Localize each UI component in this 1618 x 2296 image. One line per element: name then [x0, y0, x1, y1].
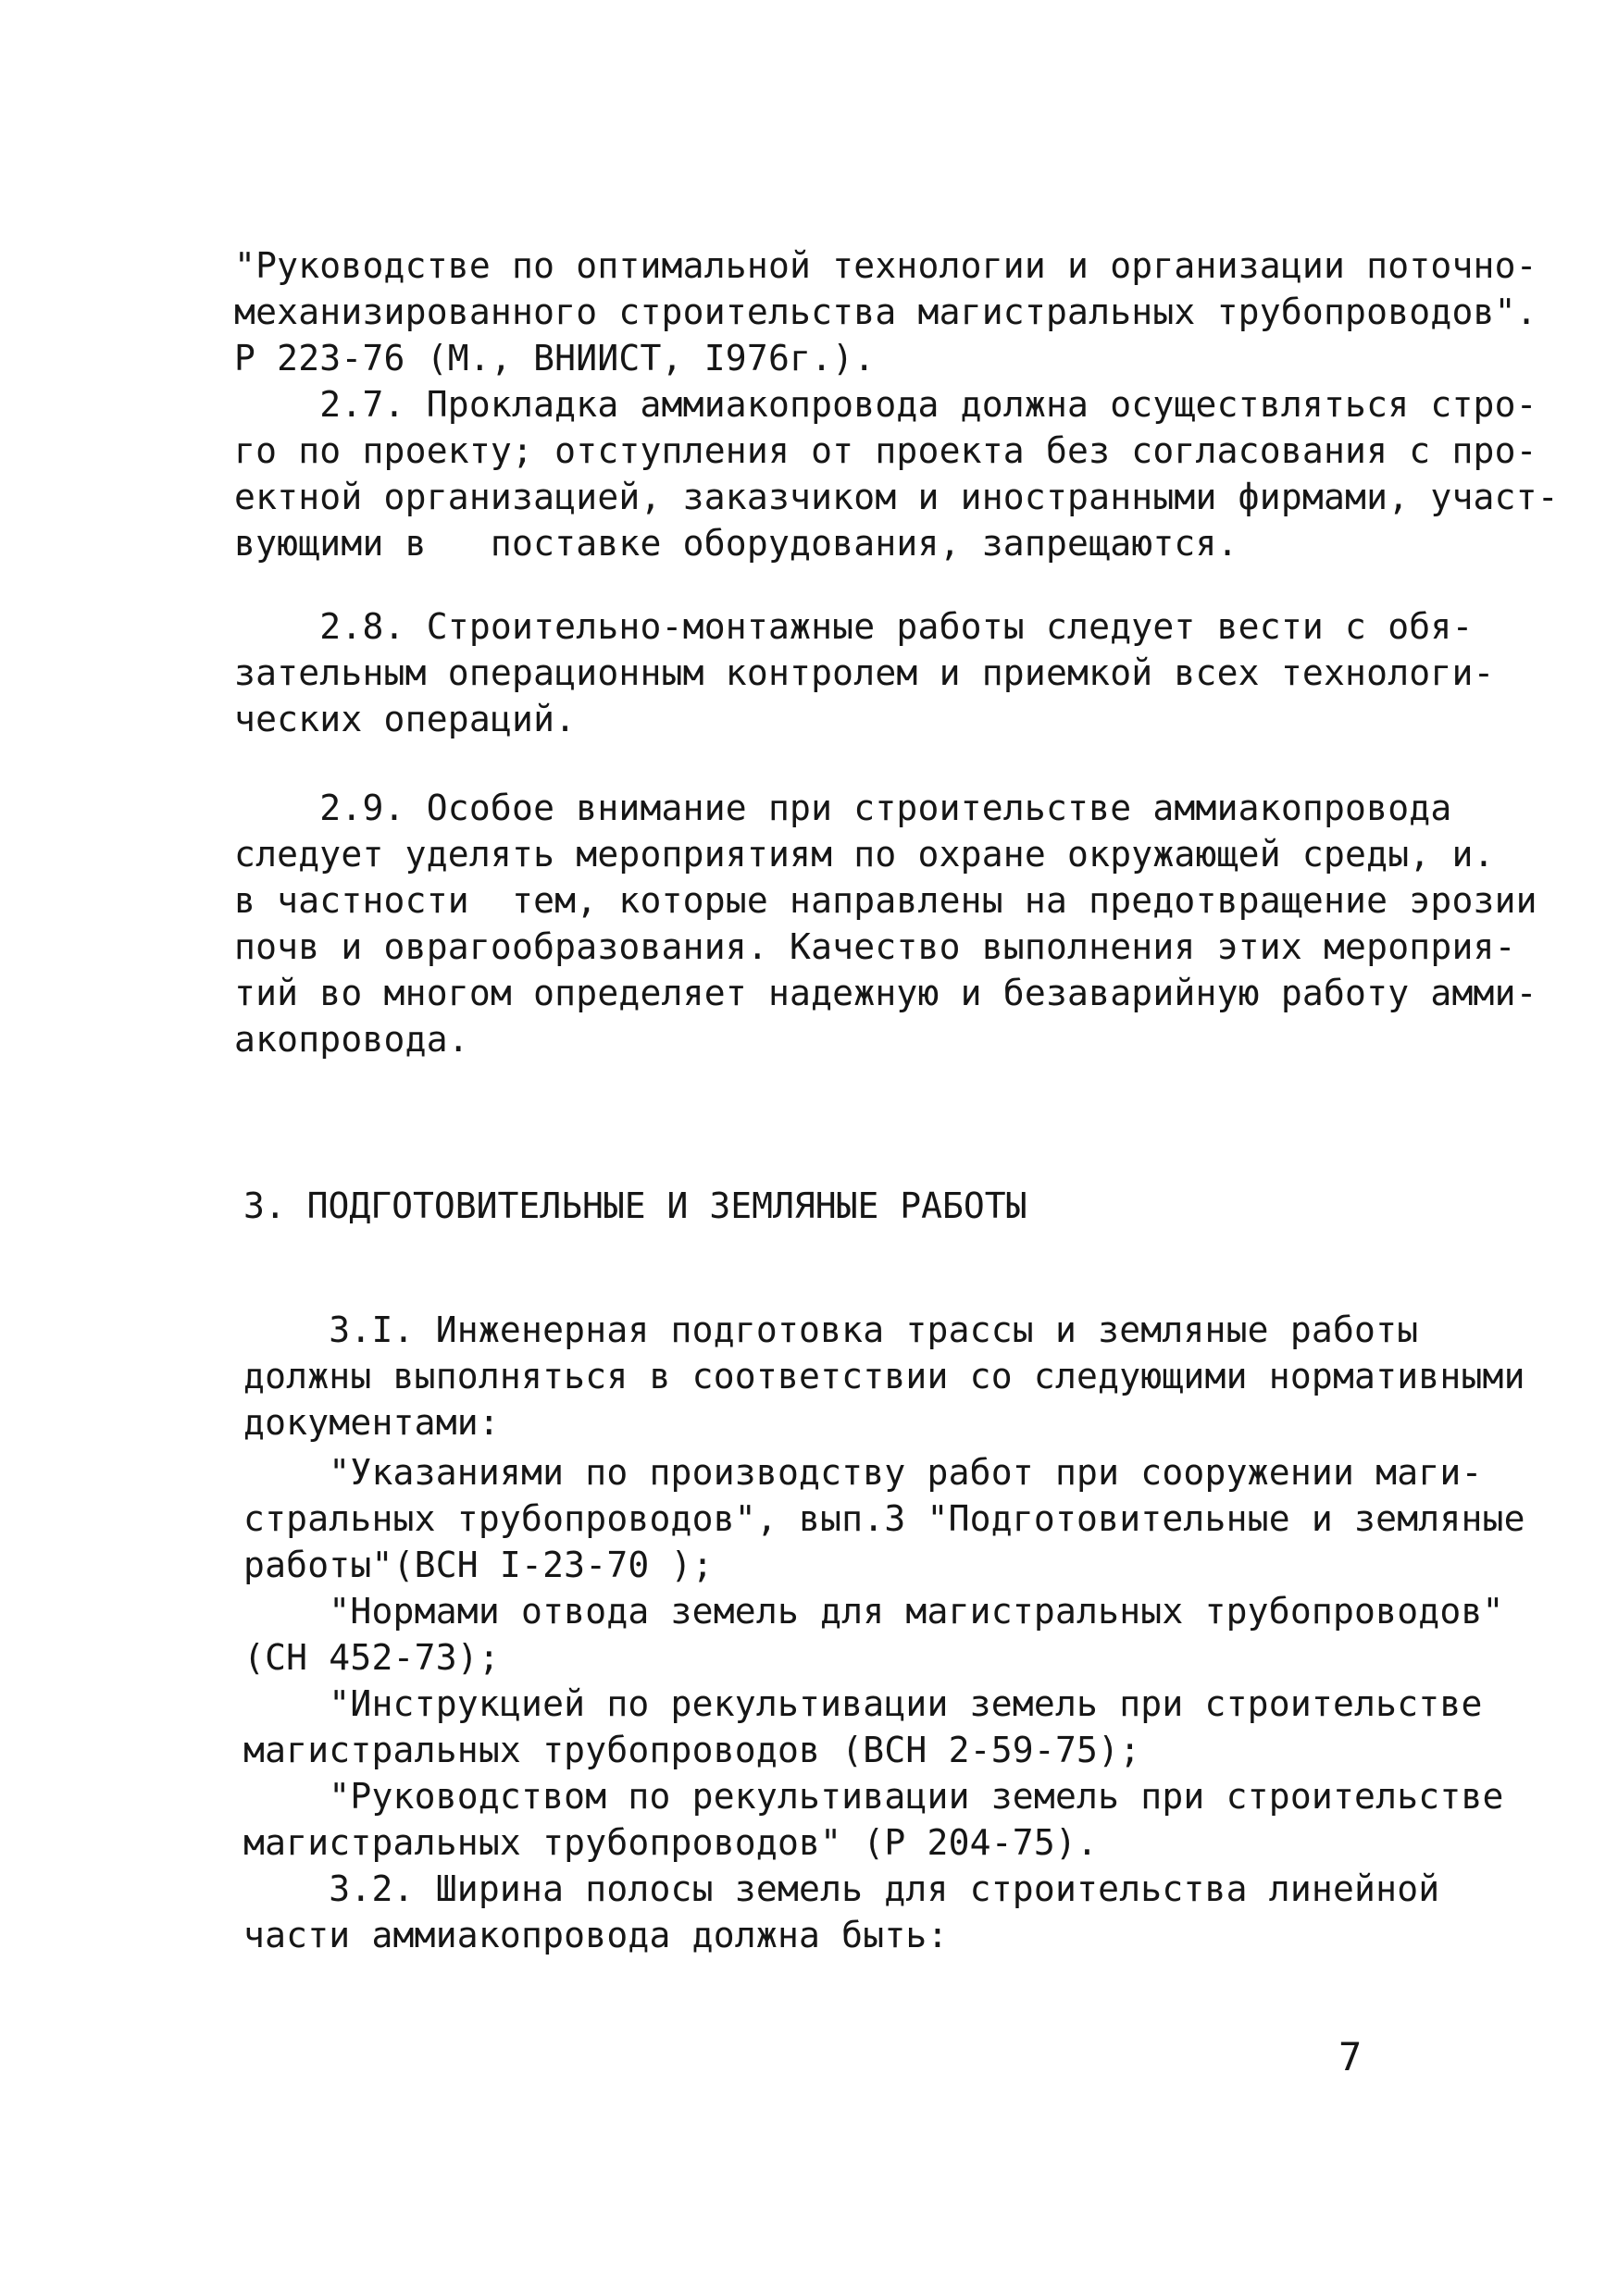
text-line: 2.8. Строительно-монтажные работы следует вести с обя- — [234, 606, 1474, 647]
text-line: магистральных трубопроводов" (Р 204-75). — [243, 1822, 1099, 1863]
text-line: 2.9. Особое внимание при строительстве аммиакопровода — [234, 788, 1452, 828]
text-line: в частности тем, которые направлены на предотвращение эрозии — [234, 880, 1537, 921]
text-line: (СН 452-73); — [243, 1637, 500, 1678]
text-line: документами: — [243, 1402, 500, 1443]
text-line: "Руководством по рекультивации земель при строительстве — [243, 1776, 1504, 1817]
text-line: зательным операционным контролем и приемкой всех технологи- — [234, 652, 1495, 693]
text-line: "Инструкцией по рекультивации земель при строительстве — [243, 1683, 1483, 1724]
text-line: механизированного строительства магистральных трубопроводов". — [234, 292, 1537, 332]
section-heading: 3. ПОДГОТОВИТЕЛЬНЫЕ И ЗЕМЛЯНЫЕ РАБОТЫ — [243, 1185, 1027, 1226]
text-line: стральных трубопроводов", вып.3 "Подготовительные и земляные — [243, 1498, 1525, 1539]
text-line: работы"(ВСН I-23-70 ); — [243, 1545, 714, 1585]
text-line: следует уделять мероприятиям по охране окружающей среды, и. — [234, 834, 1495, 875]
text-line: ческих операций. — [234, 699, 577, 739]
text-line: тий во многом определяет надежную и безаварийную работу амми- — [234, 973, 1537, 1013]
text-line: Р 223-76 (М., ВНИИСТ, I976г.). — [234, 338, 876, 379]
text-line: вующими в поставке оборудования, запрещаются. — [234, 523, 1238, 564]
text-line: магистральных трубопроводов (ВСН 2-59-75); — [243, 1730, 1141, 1770]
text-line: ектной организацией, заказчиком и иностранными фирмами, участ- — [234, 477, 1559, 517]
page-number: 7 — [1338, 2034, 1363, 2079]
text-line: 2.7. Прокладка аммиакопровода должна осуществляться стро- — [234, 384, 1537, 425]
text-line: почв и оврагообразования. Качество выполнения этих мероприя- — [234, 926, 1516, 967]
text-line: должны выполняться в соответствии со следующими нормативными — [243, 1356, 1525, 1396]
text-line: го по проекту; отступления от проекта без согласования с про- — [234, 430, 1537, 471]
text-line: части аммиакопровода должна быть: — [243, 1915, 949, 1955]
text-line: "Указаниями по производству работ при сооружении маги- — [243, 1452, 1483, 1493]
text-line: 3.2. Ширина полосы земель для строительства линейной — [243, 1868, 1440, 1909]
text-line: 3.I. Инженерная подготовка трассы и земляные работы — [243, 1309, 1419, 1350]
text-line: акопровода. — [234, 1019, 469, 1060]
text-line: "Руководстве по оптимальной технологии и организации поточно- — [234, 245, 1537, 286]
text-line: "Нормами отвода земель для магистральных трубопроводов" — [243, 1591, 1504, 1632]
